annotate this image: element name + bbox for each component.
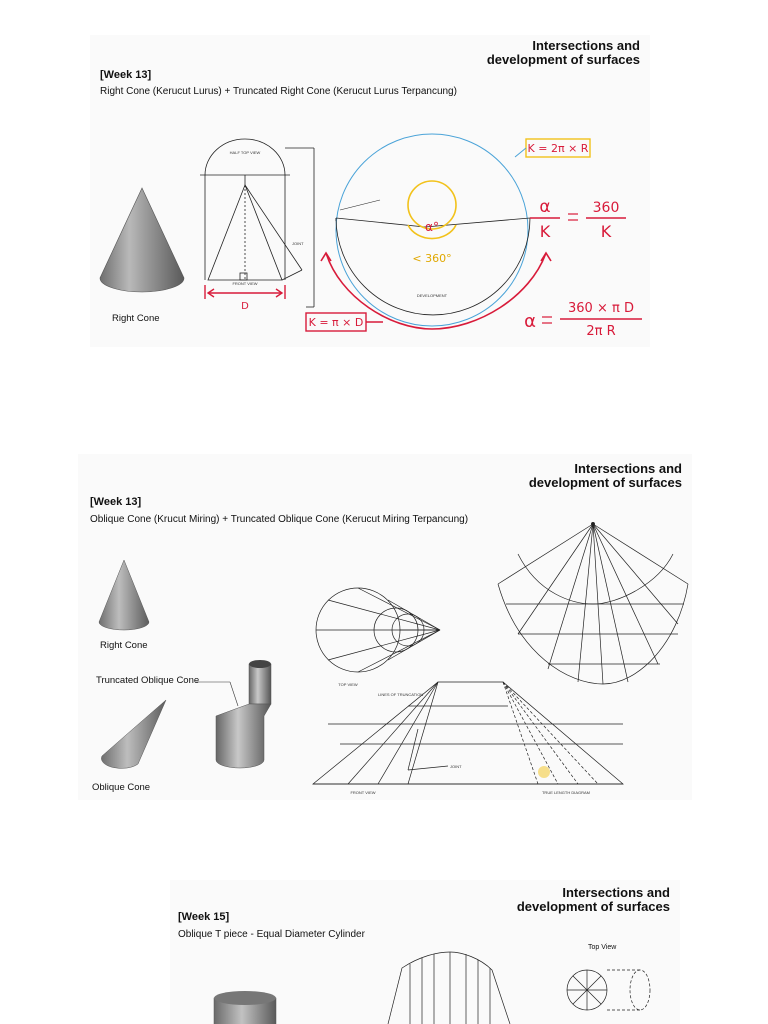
angle-limit: < 360° — [412, 252, 452, 265]
half-top-view-label: HALF TOP VIEW — [229, 150, 261, 155]
front-view-label-2: FRONT VIEW — [350, 790, 376, 795]
t-piece-top-view-drawing — [567, 970, 650, 1010]
right-cone-render — [100, 188, 184, 292]
ratio-k-right: K — [600, 222, 612, 241]
joint-label: JOINT — [292, 241, 304, 246]
slide2-section-title: Intersections and development of surfaces — [528, 461, 682, 490]
dimension-d — [205, 285, 285, 299]
equation-numerator: 360 × π D — [568, 301, 634, 316]
oblique-development-drawing — [498, 522, 688, 684]
slide2-drawing — [78, 454, 692, 800]
lines-of-truncation-label: LINES OF TRUNCATION — [378, 692, 424, 697]
slide1-section-title: Intersections and development of surfaces — [486, 38, 640, 67]
ratio-alpha: α — [539, 197, 551, 217]
truncated-oblique-cone-render — [196, 660, 271, 768]
joint-label-2: JOINT — [450, 764, 462, 769]
slide2-right-cone-caption: Right Cone — [100, 640, 148, 651]
base-formula: K = π × D — [308, 316, 364, 329]
circumference-formula: K = 2π × R — [527, 142, 589, 155]
slide3-subtitle: Oblique T piece - Equal Diameter Cylinder — [178, 929, 365, 940]
t-piece-development-drawing — [388, 952, 510, 1024]
cursor-highlight — [538, 766, 550, 778]
slide2-oblique-caption: Oblique Cone — [92, 782, 151, 793]
slide-week13-right-cone — [90, 35, 650, 347]
slide3-top-view-label: Top View — [588, 944, 617, 951]
oblique-top-view-drawing — [316, 588, 440, 672]
slide-week15-oblique-t-piece — [170, 880, 680, 1024]
slide2-truncated-caption: Truncated Oblique Cone — [96, 675, 200, 686]
slide1-week-label: [Week 13] — [100, 69, 152, 81]
slide1-subtitle: Right Cone (Kerucut Lurus) + Truncated Right Cone (Kerucut Lurus Terpancung) — [100, 86, 457, 97]
angle-alpha: α° — [425, 220, 439, 234]
ratio-k-left: K — [539, 222, 551, 241]
small-right-cone-render — [99, 560, 149, 630]
slide3-week-label: [Week 15] — [178, 911, 230, 923]
slide2-subtitle: Oblique Cone (Krucut Miring) + Truncated Oblique Cone (Kerucut Miring Terpancung) — [90, 514, 469, 525]
front-view-label: FRONT VIEW — [232, 281, 258, 286]
development-label: DEVELOPMENT — [416, 293, 448, 298]
dimension-d-label: D — [241, 301, 249, 312]
equation-denominator: 2π R — [586, 324, 616, 339]
ratio-360: 360 — [592, 200, 620, 216]
slide2-week-label: [Week 13] — [90, 496, 142, 508]
t-piece-render — [214, 991, 276, 1024]
oblique-cone-render — [101, 700, 166, 768]
slide1-drawing — [90, 35, 650, 347]
oblique-front-view-drawing — [313, 682, 623, 784]
slide-week13-oblique-cone — [78, 454, 692, 800]
top-view-label: TOP VIEW — [338, 682, 358, 687]
slide1-right-cone-caption: Right Cone — [112, 313, 160, 324]
slide3-section-title: Intersections and development of surfaces — [516, 885, 670, 914]
alpha-equation — [542, 317, 642, 323]
true-length-label: TRUE LENGTH DIAGRAM — [541, 790, 591, 795]
equation-alpha: α — [524, 311, 536, 332]
